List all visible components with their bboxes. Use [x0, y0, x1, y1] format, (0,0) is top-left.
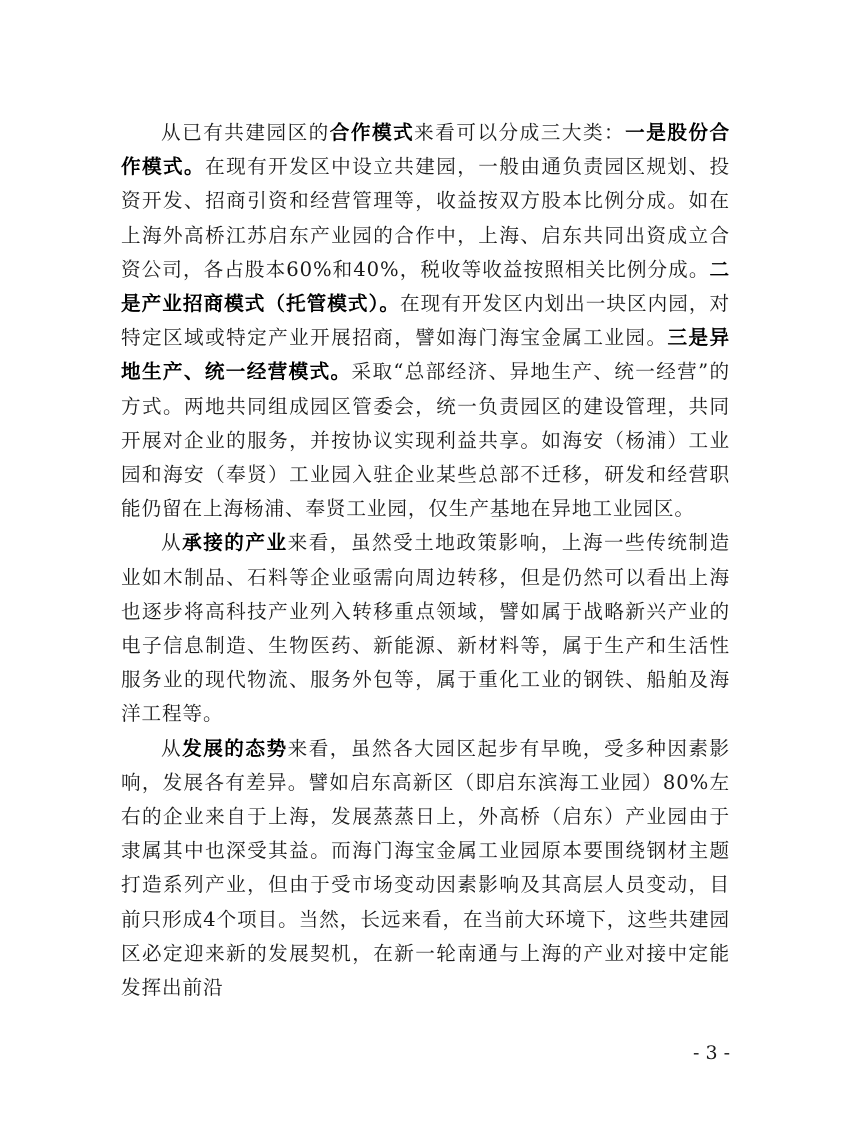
text-segment: 采取“总部经济、异地生产、统一经营”的方式。两地共同组成园区管委会，统一负责园区的建设管理，共同开展对企业的服务，并按协议实现利益共享。如海安（杨浦）工业园和海安（奉贤）工业园入驻企业某些总部不迁移，研发和经营职能仍留在上海杨浦、奉贤工业园，仅生产基地在异地工业园区。	[121, 360, 730, 521]
bold-term-industries: 承接的产业	[182, 531, 288, 555]
paragraph-industries	[121, 526, 730, 731]
paragraph-cooperation-models	[121, 116, 730, 526]
body-text	[121, 116, 730, 1005]
text-segment: 来看可以分成三大类：	[414, 121, 626, 144]
text-segment: 从	[161, 736, 183, 760]
bold-term-cooperation-mode: 合作模式	[329, 121, 415, 144]
text-segment: 在现有开发区中设立共建园，一般由通负责园区规划、投资开发、招商引资和经营管理等，收益按双方股本比例分成。如在上海外高桥江苏启东产业园的合作中，上海、启东共同出资成立合资公司，各占股本60%和40%，税收等收益按照相关比例分成。	[121, 155, 730, 281]
bold-term-trusteeship-mode: 二是产业招商模式（托管模式）。	[121, 257, 730, 316]
paragraph-development-trend	[121, 732, 730, 1006]
text-segment: 从	[161, 531, 183, 555]
bold-term-equity-mode: 一是股份合作模式。	[121, 121, 731, 179]
text-segment: 来看，虽然各大园区起步有早晚，受多种因素影响，发展各有差异。譬如启东高新区（即启东滨海工业园）80%左右的企业来自于上海，发展蒸蒸日上，外高桥（启东）产业园由于隶属其中也深受其益。而海门海宝金属工业园原本要围绕钢材主题打造系列产业，但由于受市场变动因素影响及其高层人员变动，目前只形成4个项目。当然，长远来看，在当前大环境下，这些共建园区必定迎来新的发展契机，在新一轮南通与上海的产业对接中定能发挥出前沿	[121, 736, 731, 1000]
text-segment: 从已有共建园区的	[161, 121, 330, 144]
bold-term-offsite-production-mode: 三是异地生产、统一经营模式。	[121, 326, 730, 384]
text-segment: 在现有开发区内划出一块区内园，对特定区域或特定产业开展招商，譬如海门海宝金属工业园。	[121, 292, 730, 350]
bold-term-development-trend: 发展的态势	[182, 736, 288, 760]
text-segment: 来看，虽然受土地政策影响，上海一些传统制造业如木制品、石料等企业亟需向周边转移，但是仍然可以看出上海也逐步将高科技产业列入转移重点领域，譬如属于战略新兴产业的电子信息制造、生物医药、新能源、新材料等，属于生产和生活性服务业的现代物流、服务外包等，属于重化工业的钢铁、船舶及海洋工程等。	[121, 531, 731, 726]
page-number: - 3 -	[692, 1042, 730, 1064]
